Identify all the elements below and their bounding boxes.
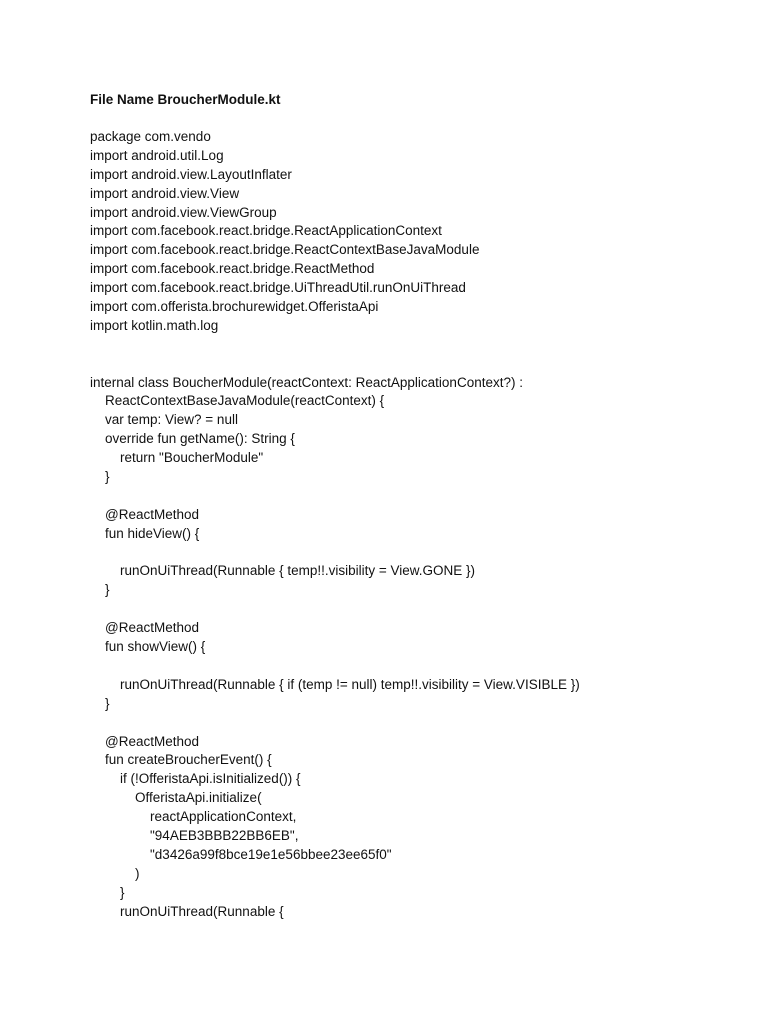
code-line: OfferistaApi.initialize( (90, 790, 262, 806)
code-line: override fun getName(): String { (90, 431, 295, 447)
code-line: internal class BoucherModule(reactContext: ReactApplicationContext?) : (90, 374, 523, 390)
code-line: import com.offerista.brochurewidget.OfferistaApi (90, 299, 379, 315)
code-line (90, 336, 730, 355)
code-line: } (90, 469, 110, 485)
code-line: fun createBroucherEvent() { (90, 752, 272, 768)
code-line: var temp: View? = null (90, 412, 238, 428)
code-line: fun showView() { (90, 639, 206, 655)
code-line: import com.facebook.react.bridge.ReactApplicationContext (90, 223, 442, 239)
code-line: import android.view.LayoutInflater (90, 166, 292, 182)
code-line (90, 714, 730, 733)
code-line: import com.facebook.react.bridge.ReactContextBaseJavaModule (90, 242, 480, 258)
code-line: import android.view.ViewGroup (90, 204, 277, 220)
code-line: runOnUiThread(Runnable { temp!!.visibility = View.GONE }) (90, 563, 476, 579)
code-line: @ReactMethod (90, 733, 200, 749)
code-line: package com.vendo (90, 129, 211, 144)
code-line: return "BoucherModule" (90, 450, 264, 466)
code-line: "94AEB3BBB22BB6EB", (90, 827, 299, 843)
code-line: import android.view.View (90, 185, 240, 201)
code-line (90, 355, 730, 374)
code-line: import com.facebook.react.bridge.ReactMethod (90, 261, 375, 277)
code-line: runOnUiThread(Runnable { (90, 903, 284, 919)
document-page (90, 90, 730, 921)
code-line: reactApplicationContext, (90, 809, 297, 825)
code-line: import android.util.Log (90, 147, 224, 163)
code-line (90, 600, 730, 619)
code-line: } (90, 884, 125, 900)
code-line (90, 657, 730, 676)
document-title: File Name BroucherModule.kt (90, 92, 281, 107)
code-block (90, 128, 730, 921)
code-line: @ReactMethod (90, 506, 200, 522)
code-line: } (90, 695, 110, 711)
code-line: import kotlin.math.log (90, 317, 219, 333)
code-line (90, 487, 730, 506)
code-line: ) (90, 865, 140, 881)
code-line: import com.facebook.react.bridge.UiThreadUtil.runOnUiThread (90, 280, 466, 296)
code-line: "d3426a99f8bce19e1e56bbee23ee65f0" (90, 846, 392, 862)
code-line (90, 544, 730, 563)
code-line: if (!OfferistaApi.isInitialized()) { (90, 771, 301, 787)
code-line: ReactContextBaseJavaModule(reactContext) { (90, 393, 385, 409)
code-line: fun hideView() { (90, 525, 200, 541)
code-line: runOnUiThread(Runnable { if (temp != null) temp!!.visibility = View.VISIBLE }) (90, 676, 580, 692)
code-line: @ReactMethod (90, 620, 200, 636)
code-line: } (90, 582, 110, 598)
